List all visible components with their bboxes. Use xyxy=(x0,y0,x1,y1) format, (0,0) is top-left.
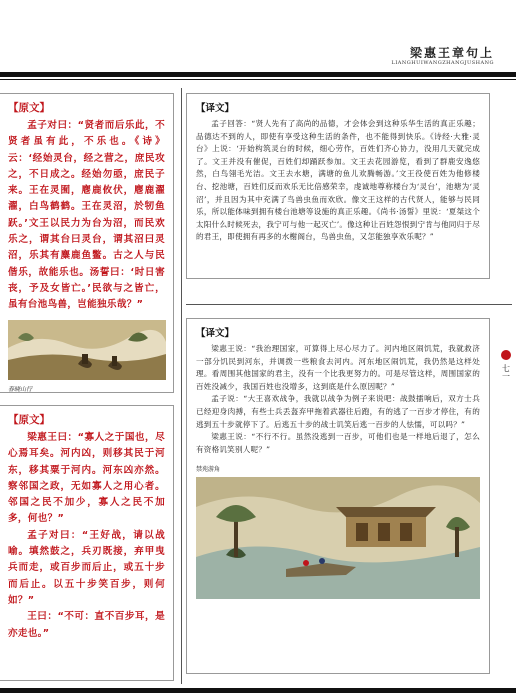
garden-painting xyxy=(196,477,480,599)
garden-painting-svg xyxy=(196,477,480,599)
translation-paragraph: 梁惠王说：“不行不行。虽然没逃到一百步，可他们也是一样地后退了，怎么有资格讥笑别人呢？” xyxy=(196,432,480,454)
translation-paragraph: 孟子回答：“贤人先有了高尚的品德，才会体会到这种乐华生活的真正乐趣；品德达不到的人，即使有享受这种生活的条件，也不能得到快乐。《诗经·大雅·灵台》上说：‘开始构筑灵台的时候，细心劳作，百姓们齐心协力，没用几天就完成了。文王并没有催促，百姓们却踊跃参加。文王去花园游览，看到了群鹿安逸悠然，白鸟翎毛光洁。文王去水塘，满塘的鱼儿欢腾畅游。’文王役使百姓为他修楼台、挖池塘，百姓们反而欢乐无比倍感荣幸，虔诚地尊称楼台为‘灵台’，池塘为‘灵沼’，并且因为其中充满了鸟兽虫鱼而欢欣。像文王这样的古代贤人，能够与民同乐，所以能体味到拥有楼台池塘等设施的真正乐趣。《尚书·汤誓》里说：‘夏桀这个太阳什么时候死去，我宁可与他一起灭亡’。像这种让百姓怨恨到宁肯与他同归于尽的君王，即使拥有再多的水榭阁台，鸟兽虫鱼，又怎能独享欢乐呢？” xyxy=(196,119,480,242)
landscape-painting-svg xyxy=(8,320,166,380)
top-rule xyxy=(0,72,516,77)
page-badge-icon xyxy=(501,350,511,360)
original-paragraph: 王曰：“不可：直不百步耳，是亦走也。” xyxy=(8,611,165,639)
garden-caption: 禁苑游角 xyxy=(196,466,221,474)
translation-text-1 xyxy=(196,118,480,244)
original-paragraph: 孟子对曰：“贤者而后乐此，不贤者虽有此，不乐也。《诗》云：‘经始灵台，经之营之，庶民攻之，不日成之。经始勿亟，庶民子来。王在灵囿，麀鹿攸伏，麀鹿濯濯，白鸟鹤鹤。王在灵沼，於牣鱼跃。’文王以民力为台为沼，而民欢乐之，谓其台曰灵台，谓其沼曰灵沼，乐其有麋鹿鱼鳖。古之人与民偕乐，故能乐也。汤誓曰：‘时日害丧，予及女皆亡。’民欲与之皆亡，虽有台池鸟兽，岂能独乐哉？” xyxy=(8,120,165,311)
translation-text-2 xyxy=(196,343,480,456)
original-paragraph: 孟子对曰：“王好战，请以战喻。填然鼓之，兵刃既接，弃甲曳兵而走，或百步而后止，或五十步而后止。以五十步笑百步，则何如？” xyxy=(8,529,165,606)
left-column xyxy=(0,88,182,684)
original-panel-1 xyxy=(0,93,174,393)
page-number: 七一 xyxy=(501,364,511,380)
translation-paragraph: 梁惠王说：“我治理国家，可算得上尽心尽力了。河内地区闹饥荒，我就救济一部分饥民到河东，并调拨一些粮食去河内。河东地区闹饥荒，我仍然是这样处理。看周围其他国家的君主，没有一个比我更努力的。可是尽管这样，周围国家的百姓没减少，我国百姓也没增多，这到底是什么原因呢？” xyxy=(196,344,480,391)
translation-panel-2 xyxy=(186,318,490,674)
chapter-title: 梁惠王章句上 xyxy=(409,46,494,60)
bottom-rule xyxy=(0,688,516,693)
original-tag-2: 【原文】 xyxy=(8,414,50,426)
translation-tag-1: 【译文】 xyxy=(196,103,235,114)
landscape-caption: 春晓山行 xyxy=(8,385,33,393)
original-panel-2 xyxy=(0,405,174,681)
landscape-painting xyxy=(8,320,166,380)
translation-tag-2: 【译文】 xyxy=(196,328,235,339)
middle-rule xyxy=(186,304,512,305)
original-paragraph: 梁惠王曰：“寡人之于国也，尽心焉耳矣。河内凶，则移其民于河东，移其粟于河内。河东凶亦然。察邻国之政，无如寡人之用心者。邻国之民不加少，寡人之民不加多，何也？” xyxy=(8,432,165,525)
translation-panel-1 xyxy=(186,93,490,279)
top-rule-thin xyxy=(0,79,516,80)
chapter-subtitle: LIANGHUIWANGZHANGJUSHANG xyxy=(391,60,494,66)
translation-paragraph: 孟子说：“大王喜欢战争，我就以战争为例子来说吧：战鼓擂响后，双方士兵已经迎身肉搏，有些士兵丢盔弃甲拖着武器往后跑，有的逃了一百步才停住，有的逃到五十步就停下了。后逃五十步的战士讥笑后逃一百步的人怯懦，可以吗？” xyxy=(196,394,480,429)
original-tag-1: 【原文】 xyxy=(8,102,50,114)
original-text-2 xyxy=(8,430,165,642)
original-text-1 xyxy=(8,118,165,314)
page-marker xyxy=(499,350,513,380)
page-header xyxy=(0,0,516,74)
